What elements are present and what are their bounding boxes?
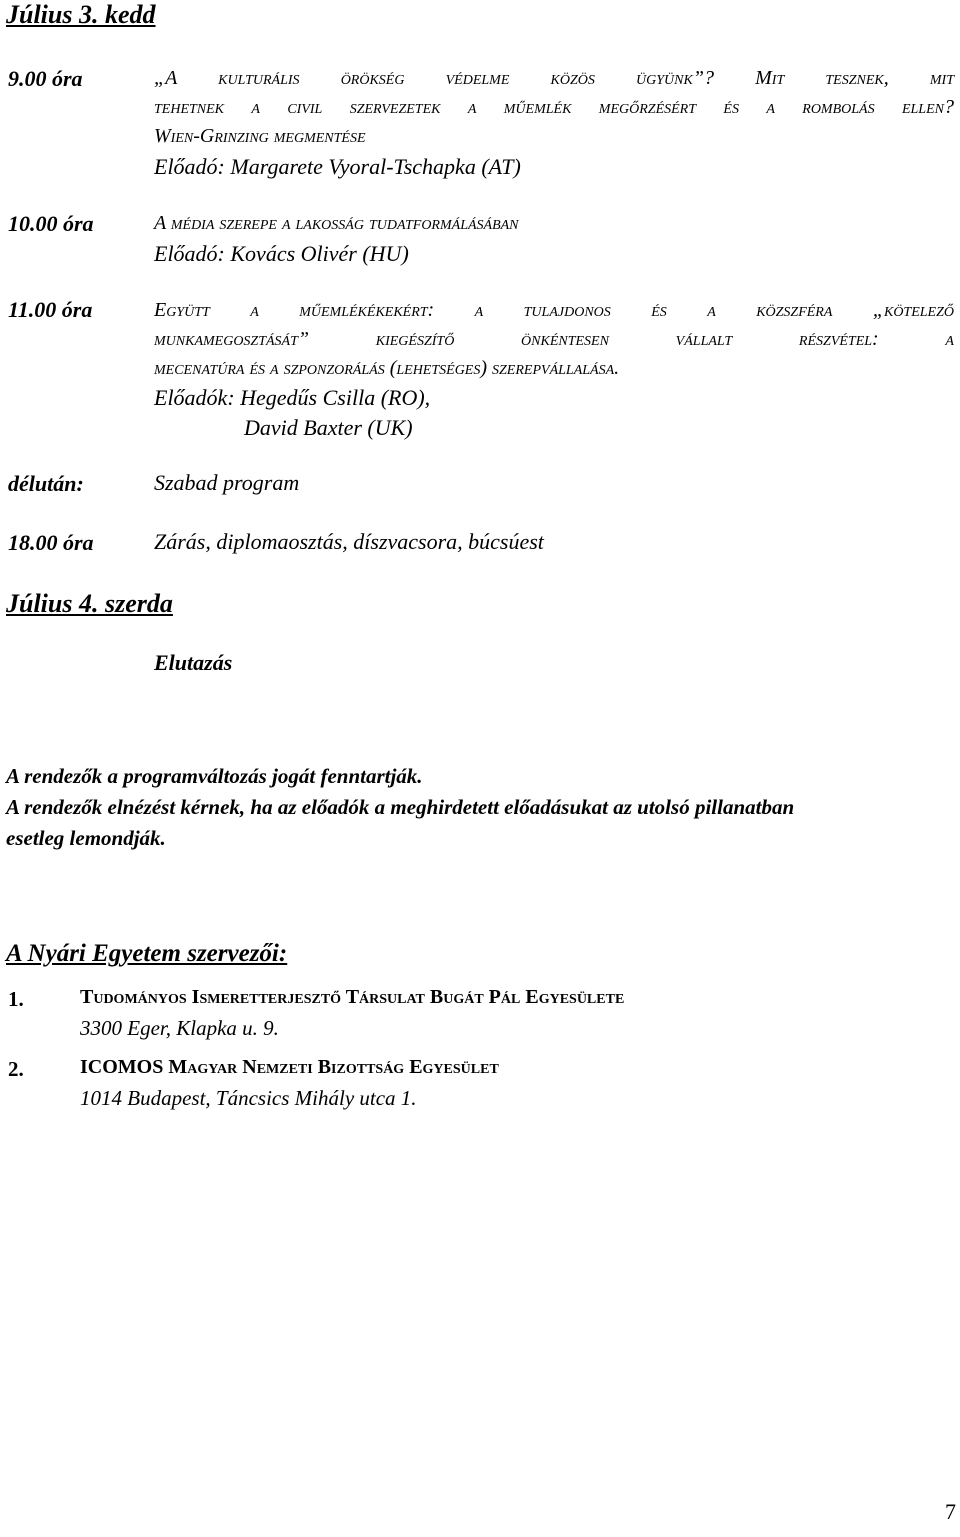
session-time: 18.00 óra	[8, 530, 94, 555]
organizers-title: A Nyári Egyetem szervezői:	[6, 940, 288, 967]
note-line: A rendezők elnézést kérnek, ha az előadók a meghirdetett előadásukat az utolsó pillanatban	[6, 795, 795, 819]
session-title-line: „A kulturális örökség védelme közös ügyünk”? Mit tesznek, mit	[154, 67, 954, 89]
session-speaker: Előadó: Kovács Olivér (HU)	[154, 241, 409, 266]
note-line: A rendezők a programváltozás jogát fenntartják.	[6, 764, 423, 788]
departure-text: Elutazás	[154, 650, 233, 675]
session-title-line: munkamegosztását” kiegészítő önkéntesen vállalt részvétel: a	[154, 328, 954, 350]
organizer-name: Tudományos Ismeretterjesztő Társulat Bugát Pál Egyesülete	[80, 986, 625, 1008]
session-title-line: Együtt a műemlékékekért: a tulajdonos és a közszféra „kötelező	[154, 299, 954, 321]
organizer-number: 1.	[8, 987, 24, 1011]
day-heading-july-4: Július 4. szerda	[6, 589, 173, 618]
organizer-name: ICOMOS Magyar Nemzeti Bizottság Egyesület	[80, 1056, 499, 1078]
session-title-line: mecenatúra és a szponzorálás (lehetséges) szerepvállalása.	[154, 357, 620, 379]
day-heading-july-3: Július 3. kedd	[6, 0, 156, 29]
session-speaker: Előadó: Margarete Vyoral-Tschapka (AT)	[154, 154, 521, 179]
session-text: Szabad program	[154, 470, 300, 495]
session-text: Zárás, diplomaosztás, díszvacsora, búcsúest	[154, 529, 544, 554]
session-2	[154, 209, 954, 270]
session-title-line: Wien-Grinzing megmentése	[154, 125, 366, 147]
session-time: délután:	[8, 471, 84, 496]
page-number: 7	[945, 1499, 956, 1524]
session-title-line: tehetnek a civil szervezetek a műemlék megőrzésért és a rombolás ellen?	[154, 96, 954, 118]
session-time: 9.00 óra	[8, 66, 83, 91]
session-title-line: A média szerepe a lakosság tudatformálásában	[154, 212, 519, 234]
session-3	[154, 296, 954, 443]
organizer-number: 2.	[8, 1057, 24, 1081]
session-1	[154, 64, 954, 183]
session-speaker: Előadók: Hegedűs Csilla (RO),	[154, 385, 431, 410]
organizer-address: 3300 Eger, Klapka u. 9.	[80, 1016, 279, 1040]
session-time: 10.00 óra	[8, 211, 94, 236]
organizer-address: 1014 Budapest, Táncsics Mihály utca 1.	[80, 1086, 417, 1110]
session-time: 11.00 óra	[8, 297, 93, 322]
session-speaker: David Baxter (UK)	[244, 415, 413, 440]
note-line: esetleg lemondják.	[6, 826, 166, 850]
